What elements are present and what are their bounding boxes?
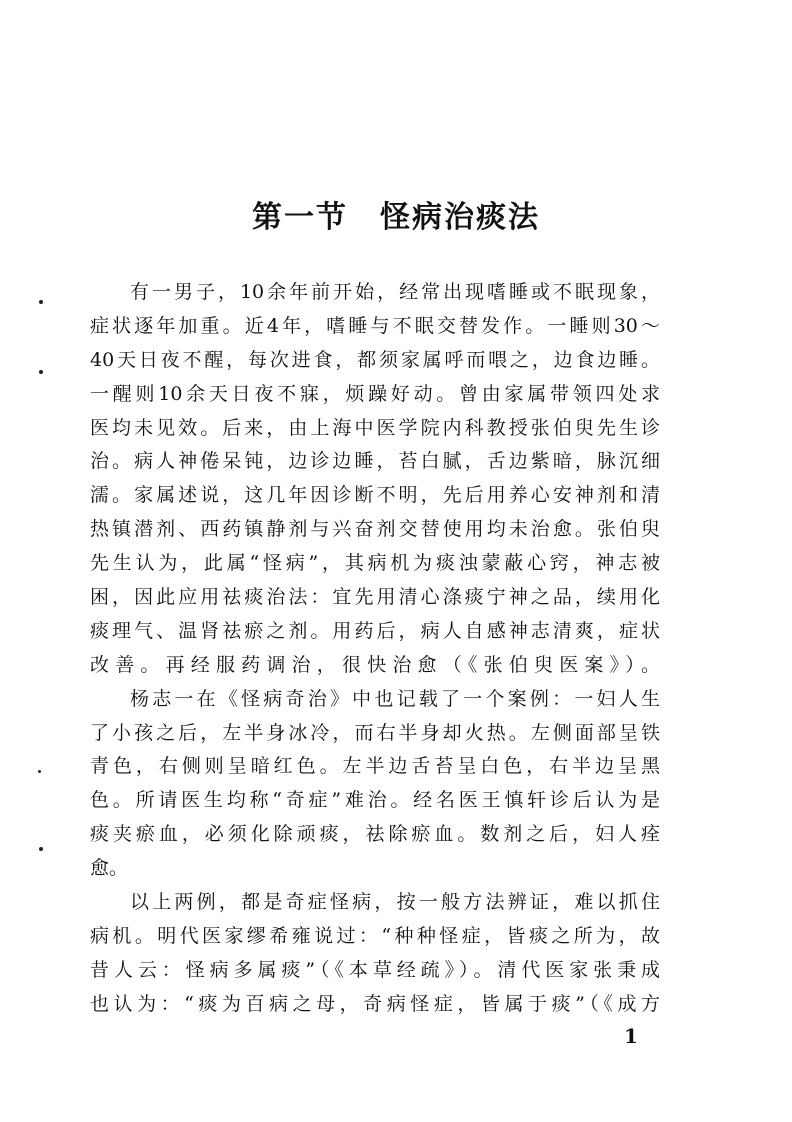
text-line: 以上两例，都是奇症怪病，按一般方法辨证，难以抓住 [130, 891, 660, 914]
text-line: 愈。 [90, 857, 129, 880]
text-line: 也认为：“痰为百病之母，奇病怪症，皆属于痰”（《成方 [90, 992, 660, 1015]
text-line: 症状逐年加重。近4年，嗜睡与不眠交替发作。一睡则30～ [90, 314, 660, 337]
text-line: 一醒则10余天日夜不寐，烦躁好动。曾由家属带领四处求 [90, 382, 660, 405]
text-line: 杨志一在《怪病奇治》中也记载了一个案例：一妇人生 [130, 687, 660, 710]
text-line: 病机。明代医家缪希雍说过：“种种怪症，皆痰之所为，故 [90, 924, 660, 947]
scan-artifact-dot [39, 300, 43, 304]
section-title: 第一节 怪病治痰法 [252, 200, 540, 235]
text-line: 有一男子，10余年前开始，经常出现嗜睡或不眠现象， [130, 281, 660, 303]
scan-artifact-dot [38, 770, 41, 773]
text-line: 青色，右侧则呈暗红色。左半边舌苔呈白色，右半边呈黑 [90, 755, 660, 778]
text-line: 痰夹瘀血，必须化除顽痰，祛除瘀血。数剂之后，妇人痊 [90, 823, 660, 846]
text-line: 改善。再经服药调治，很快治愈（《张伯臾医案》）。 [90, 653, 660, 676]
body-text [90, 276, 660, 1022]
text-line: 色。所请医生均称“奇症”难治。经名医王慎轩诊后认为是 [90, 789, 660, 812]
text-line: 先生认为，此属“怪病”，其病机为痰浊蒙蔽心窍，神志被 [90, 552, 660, 575]
text-line: 痰理气、温肾祛瘀之剂。用药后，病人自感神志清爽，症状 [90, 619, 660, 642]
scan-artifact-dot [39, 847, 43, 851]
text-line: 困，因此应用祛痰治法：宜先用清心涤痰宁神之品，续用化 [90, 586, 660, 609]
scan-artifact-dot [39, 370, 43, 374]
text-line: 热镇潜剂、西药镇静剂与兴奋剂交替使用均未治愈。张伯臾 [90, 518, 660, 541]
text-line: 了小孩之后，左半身冰冷，而右半身却火热。左侧面部呈铁 [90, 721, 660, 744]
text-line: 医均未见效。后来，由上海中医学院内科教授张伯臾先生诊 [90, 416, 660, 439]
text-line: 40天日夜不醒，每次进食，都须家属呼而喂之，边食边睡。 [90, 348, 660, 371]
text-line: 治。病人神倦呆钝，边诊边睡，苔白腻，舌边紫暗，脉沉细 [90, 450, 660, 473]
text-line: 昔人云：怪病多属痰”（《本草经疏》）。清代医家张秉成 [90, 958, 660, 981]
text-line: 濡。家属述说，这几年因诊断不明，先后用养心安神剂和清 [90, 484, 660, 507]
page-number: 1 [624, 1024, 638, 1048]
